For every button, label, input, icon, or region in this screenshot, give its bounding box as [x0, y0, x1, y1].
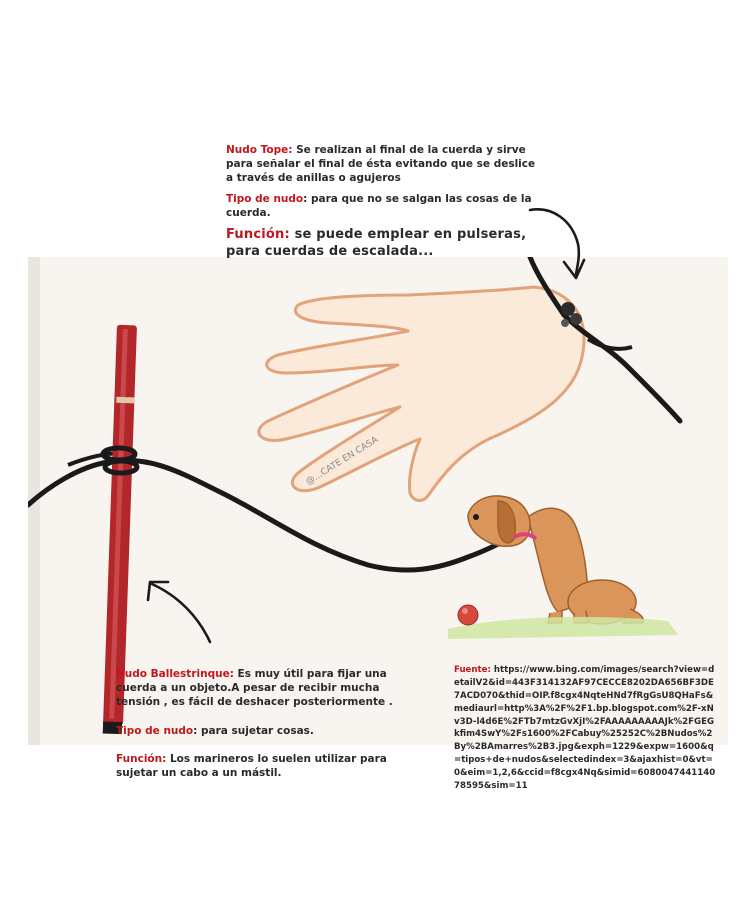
- stopper-knot-description: Nudo Tope: Se realizan al final de la cuerda y sirve para señalar el final de ésta evitando que se deslice a través de anillas o agujeros: [226, 144, 536, 185]
- ball-drawing: [458, 605, 478, 625]
- hand-caption: @...CATE EN CASA: [304, 435, 381, 488]
- clove-hitch-type: Tipo de nudo: para sujetar cosas.: [116, 724, 314, 737]
- stopper-knot-type: Tipo de nudo: para que no se salgan las cosas de la cuerda.: [226, 192, 532, 219]
- arrow-to-clove-hitch-icon: [140, 570, 220, 650]
- stopper-knot-text: [226, 143, 536, 267]
- source-url: https://www.bing.com/images/search?view=detailV2&id=443F314132AF97CECCE8202DA656BF3DE7ACD070&thid=OIP.f8cgx4NqteHNd7fRgGsU8QHaFs&mediaurl=http%3A%2F%2F1.bp.blogspot.com%2F-xNv3D-l4d6E%2FTb7mtzGvXjI%2FAAAAAAAAAJk%2FGEGkfim4SwY%2Fs1600%2FCabuy%25252C%2BNudos%2By%2BAmarres%2B3.jpg&exph=1229&expw=1600&q=tipos+de+nudos&selectedindex=3&ajaxhist=0&vt=0&eim=1,2,6&ccid=f8cgx4Nq&simid=608004744114078595&sim=11: [454, 665, 716, 792]
- stopper-knot-function: Función: se puede emplear en pulseras, para cuerdas de escalada...: [226, 226, 527, 260]
- stopper-knot-title: Nudo Tope:: [226, 144, 293, 156]
- source-citation: [454, 664, 716, 793]
- source-label: Fuente:: [454, 665, 491, 675]
- clove-hitch-function: Función: Los marineros lo suelen utilizar para sujetar un cabo a un mástil.: [116, 752, 387, 779]
- clove-hitch-text: [116, 667, 416, 794]
- clove-hitch-title: Nudo Ballestrinque:: [116, 668, 234, 680]
- clove-hitch-description: Nudo Ballestrinque: Es muy útil para fijar una cuerda a un objeto.A pesar de recibir mucha tensión , es fácil de deshacer posteriormente .: [116, 668, 393, 709]
